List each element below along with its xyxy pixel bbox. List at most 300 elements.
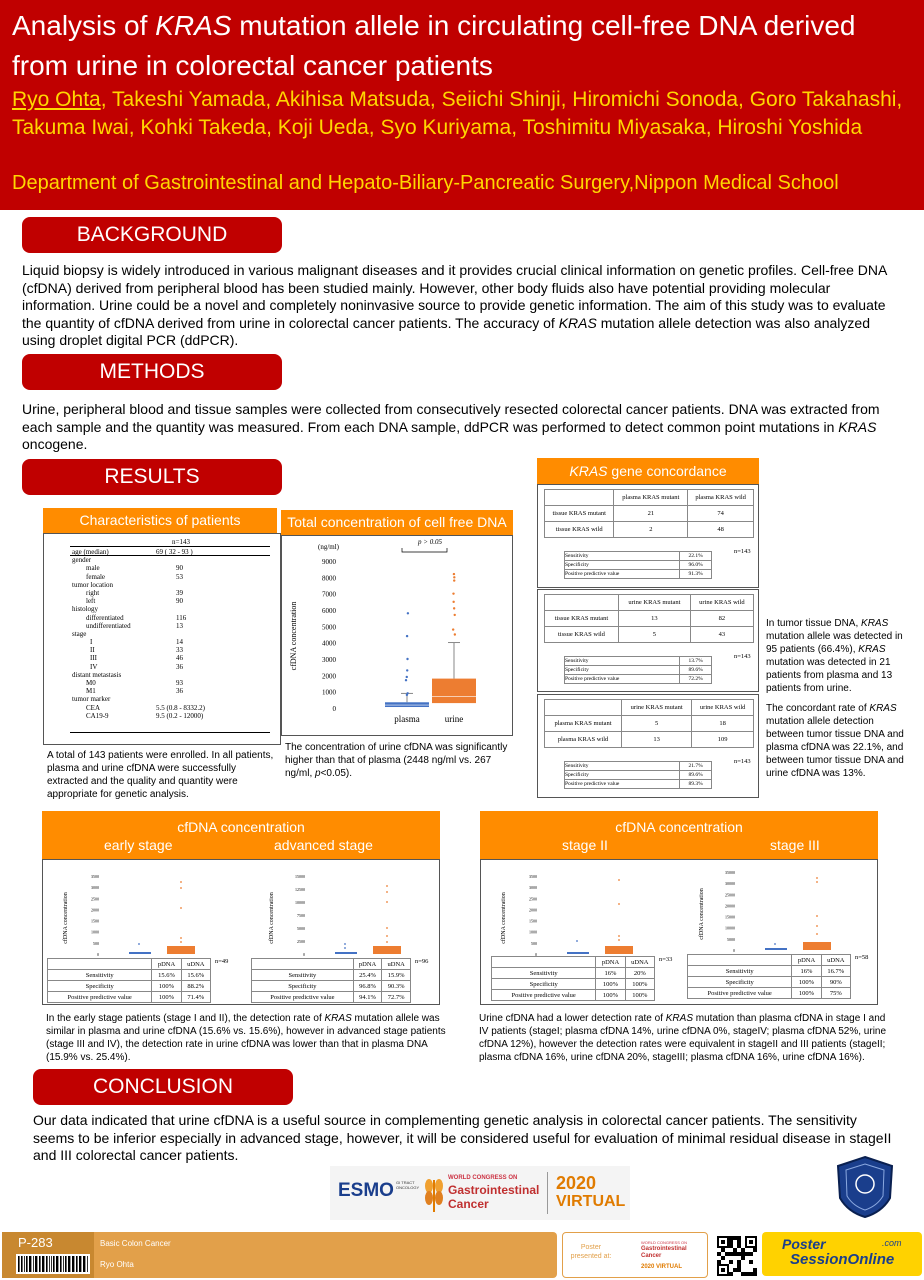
footer bbox=[0, 1232, 924, 1280]
unit-label: (ng/ml) bbox=[318, 543, 339, 551]
stage-ii-table bbox=[491, 956, 673, 1001]
esmo-tagline: GI TRACT ONCOLOGY bbox=[396, 1180, 420, 1190]
kras-stat-value: 72.2% bbox=[680, 675, 712, 684]
characteristics-row bbox=[72, 712, 270, 720]
early-stage-table bbox=[47, 958, 229, 1003]
stage-col-header: uDNA bbox=[382, 959, 411, 970]
stage-right-caption: Urine cfDNA had a lower detection rate of KRAS mutation than plasma cfDNA in stage I and IV patients (stageI; plasma cfDNA 14%, urine cfDNA 0%, stageIV; plasma cfDNA 52%, urine cfDNA 12%), however the detection rates were equivalent in stageII and III patients (stageII; plasma cfDNA 16%, urine cfDNA 20%, stageIII; plasma cfDNA 16%, urine cfDNA 16%). bbox=[479, 1013, 887, 1063]
characteristics-label: female bbox=[86, 572, 106, 581]
y-tick-label: 2000 bbox=[322, 672, 336, 681]
stage-cell: 100% bbox=[625, 979, 654, 990]
kras-table-plasma-urine bbox=[537, 694, 759, 798]
stage-cell: Positive predictive value bbox=[252, 992, 354, 1003]
characteristics-row bbox=[72, 564, 270, 572]
kras-cell: tissue KRAS wild bbox=[545, 627, 619, 643]
y-tick-label: 7000 bbox=[322, 590, 336, 599]
outlier-point bbox=[452, 628, 454, 630]
characteristics-value: 36 bbox=[176, 687, 183, 696]
characteristics-label: left bbox=[86, 597, 96, 606]
kras-col-header: urine KRAS wild bbox=[692, 700, 754, 716]
stage-cell: 25.4% bbox=[353, 970, 382, 981]
stage-cell: 75% bbox=[821, 988, 850, 999]
characteristics-table bbox=[43, 533, 281, 745]
mini-tick: 0 bbox=[97, 952, 99, 957]
stage-right-panel bbox=[480, 859, 878, 1005]
kras-stat-label: Specificity bbox=[565, 666, 680, 675]
characteristics-row bbox=[72, 671, 270, 679]
footer-category: Basic Colon Cancer bbox=[100, 1239, 171, 1248]
characteristics-value: 13 bbox=[176, 621, 183, 630]
kras-cell: 18 bbox=[692, 716, 754, 732]
mini-tick: 3500 bbox=[91, 874, 99, 879]
mini-y-label: cfDNA concentration bbox=[501, 892, 507, 944]
kras-side-text-1: In tumor tissue DNA, KRAS mutation allele was detected in 95 patients (66.4%), KRAS mutation was detected in 21 patients from plasma and 13 patients from urine. bbox=[766, 618, 903, 694]
characteristics-value: 90 bbox=[176, 597, 183, 606]
characteristics-label: II bbox=[90, 646, 95, 655]
mini-point bbox=[386, 901, 388, 903]
characteristics-label: tumor marker bbox=[72, 695, 111, 704]
characteristics-title: Characteristics of patients bbox=[43, 508, 277, 533]
outlier-point bbox=[454, 614, 456, 616]
stage-cell: 71.4% bbox=[181, 992, 210, 1003]
characteristics-label: tumor location bbox=[72, 580, 114, 589]
stage-n: n=58 bbox=[855, 954, 869, 961]
stage-ii-label: stage II bbox=[562, 837, 608, 853]
wc-label: WORLD CONGRESS ON bbox=[448, 1175, 518, 1181]
characteristics-row bbox=[72, 679, 270, 687]
outlier-point bbox=[406, 658, 408, 660]
y-axis-label: cfDNA concentration bbox=[289, 601, 298, 671]
gi-label: Gastrointestinal bbox=[448, 1183, 540, 1197]
methods-text: Urine, peripheral blood and tissue samples were collected from consecutively resected colorectal cancer patients. DNA was extracted from each sample and the quantity was measured. From each DNA sample, ddPCR was performed to detect common point mutations in KRAS oncogene. bbox=[22, 401, 880, 452]
first-author-link[interactable]: Ryo Ohta bbox=[12, 88, 101, 111]
stage-left-title: cfDNA concentration bbox=[177, 819, 305, 835]
mini-point bbox=[816, 881, 818, 883]
stage-cell: 90% bbox=[821, 977, 850, 988]
mini-year-label: 2020 VIRTUAL bbox=[641, 1264, 683, 1270]
kras-stat-label: Sensitivity bbox=[565, 552, 680, 561]
stage-n: n=49 bbox=[215, 958, 229, 965]
kras-table-tissue-plasma bbox=[537, 484, 759, 588]
characteristics-rows bbox=[72, 548, 270, 720]
mini-point bbox=[774, 943, 776, 945]
mini-tick: 1000 bbox=[91, 929, 99, 935]
stage-n: n=96 bbox=[415, 958, 429, 965]
characteristics-value: 90 bbox=[176, 564, 183, 573]
characteristics-value: 69 ( 32 - 93 ) bbox=[156, 548, 193, 556]
poster-code: P-283 bbox=[18, 1235, 53, 1250]
kras-col-header bbox=[545, 595, 619, 611]
characteristics-value: 36 bbox=[176, 662, 183, 671]
pso-word2: SessionOnline bbox=[790, 1251, 895, 1268]
mini-tick: 2500 bbox=[297, 939, 305, 944]
stage-cell: 72.7% bbox=[382, 992, 411, 1003]
author-list: Ryo Ohta, Takeshi Yamada, Akihisa Matsuda, Seiichi Shinji, Hiromichi Sonoda, Goro Takahashi, Takuma Iwai, Kohki Takeda, Koji Ueda, Syo Kuriyama, Toshimitu Miyasaka, Hiroshi Yoshida bbox=[12, 88, 903, 139]
stage-iii-table bbox=[687, 954, 869, 999]
stage-cell: Sensitivity bbox=[252, 970, 354, 981]
mini-tick: 0 bbox=[303, 952, 305, 957]
pso-word3: .com bbox=[882, 1238, 902, 1248]
stage-cell: 15.6% bbox=[152, 970, 181, 981]
kras-stat-value: 96.0% bbox=[680, 561, 712, 570]
outlier-point bbox=[406, 669, 408, 671]
outlier-point bbox=[406, 694, 408, 696]
stage-cell: 16.7% bbox=[821, 966, 850, 977]
stage-cell: Specificity bbox=[688, 977, 792, 988]
characteristics-row bbox=[72, 589, 270, 597]
mini-tick: 3000 bbox=[91, 885, 99, 891]
characteristics-label: age (median) bbox=[72, 548, 109, 556]
y-tick-label: 8000 bbox=[322, 574, 336, 583]
stage-cell: Specificity bbox=[48, 981, 152, 992]
characteristics-row bbox=[72, 630, 270, 638]
mini-tick: 3500 bbox=[529, 874, 537, 879]
kras-n: n=143 bbox=[734, 548, 751, 555]
conclusion-text: Our data indicated that urine cfDNA is a useful source in complementing genetic analysis in colorectal cancer patients. The sensitivity seems to be inferior especially in advanced stage, however, it will be considered useful for evaluation of minimal residual disease in stageII and III colorectal cancer patients. bbox=[33, 1112, 892, 1163]
characteristics-label: histology bbox=[72, 605, 99, 614]
mini-tick: 2000 bbox=[529, 907, 537, 913]
stage-ii-chart bbox=[497, 868, 677, 960]
stage-cell: 100% bbox=[596, 979, 625, 990]
stage-left-title-box bbox=[42, 811, 440, 859]
mini-tick: 10000 bbox=[295, 900, 305, 905]
kras-cell: 13 bbox=[622, 732, 692, 748]
mini-point bbox=[138, 943, 140, 945]
advanced-stage-label: advanced stage bbox=[274, 837, 373, 853]
stage-cell: 16% bbox=[792, 966, 821, 977]
characteristics-label: distant metastasis bbox=[72, 670, 122, 679]
characteristics-row bbox=[72, 597, 270, 605]
stage-cell: Sensitivity bbox=[492, 968, 596, 979]
y-tick-label: 3000 bbox=[322, 656, 336, 664]
y-tick-label: 5000 bbox=[322, 623, 336, 632]
stage-cell: 16% bbox=[596, 968, 625, 979]
x-category-label: urine bbox=[444, 714, 464, 724]
mini-point bbox=[180, 941, 182, 943]
section-results-heading: RESULTS bbox=[22, 459, 282, 495]
characteristics-row bbox=[72, 646, 270, 654]
characteristics-row bbox=[72, 548, 270, 556]
stage-cell: Specificity bbox=[252, 981, 354, 992]
stage-col-header: pDNA bbox=[353, 959, 382, 970]
kras-cell: plasma KRAS wild bbox=[545, 732, 622, 748]
stage-right-title-box bbox=[480, 811, 878, 859]
characteristics-row bbox=[72, 704, 270, 712]
mini-point bbox=[576, 940, 578, 942]
outlier-point bbox=[453, 579, 455, 581]
mini-point bbox=[816, 933, 818, 935]
stage-cell: Positive predictive value bbox=[688, 988, 792, 999]
characteristics-row bbox=[72, 581, 270, 589]
kras-stat-label: Specificity bbox=[565, 561, 680, 570]
mini-point bbox=[386, 927, 388, 929]
mini-tick: 3000 bbox=[529, 885, 537, 891]
mini-box-plasma bbox=[567, 952, 589, 954]
characteristics-value: 14 bbox=[176, 638, 183, 647]
section-background-heading: BACKGROUND bbox=[22, 217, 282, 253]
kras-cell: 13 bbox=[618, 611, 690, 627]
stage-cell: Sensitivity bbox=[48, 970, 152, 981]
kras-cell: 2 bbox=[614, 522, 688, 538]
section-conclusion-heading: CONCLUSION bbox=[33, 1069, 293, 1105]
early-stage-label: early stage bbox=[104, 837, 173, 853]
mini-box-urine bbox=[803, 942, 831, 950]
early-stage-chart bbox=[59, 868, 239, 964]
outlier-point bbox=[407, 612, 409, 614]
mini-point bbox=[180, 887, 182, 889]
characteristics-value: 46 bbox=[176, 654, 183, 663]
kras-stat-value: 89.6% bbox=[680, 666, 712, 675]
outlier-point bbox=[405, 679, 407, 681]
mini-tick: 1000 bbox=[529, 929, 537, 935]
advanced-stage-chart bbox=[265, 868, 435, 964]
kras-cell: tissue KRAS mutant bbox=[545, 611, 619, 627]
stage-iii-chart bbox=[695, 864, 873, 956]
background-text: Liquid biopsy is widely introduced in various malignant diseases and it provides crucial clinical information on genetic profiles. Cell-free DNA (cfDNA) derived from peripheral blood has been studied mainly. However, other body fluids also have potential providing molecular information. Urine could be a novel and completely noninvasive source to provide genetic information. The aim of this study was to evaluate the quantity of cfDNA derived from urine in colorectal cancer patients. The accuracy of KRAS mutation allele detection was also analyzed using droplet digital PCR (ddPCR). bbox=[22, 262, 887, 348]
poster-session-online-logo[interactable] bbox=[762, 1232, 922, 1276]
stage-cell: 100% bbox=[152, 992, 181, 1003]
characteristics-n: n=143 bbox=[172, 538, 190, 546]
kras-stat-label: Positive predictive value bbox=[565, 675, 680, 684]
x-category-label: plasma bbox=[394, 714, 420, 724]
kras-stat-value: 91.3% bbox=[680, 570, 712, 579]
outlier-point bbox=[406, 635, 408, 637]
characteristics-label: right bbox=[86, 588, 100, 597]
characteristics-row bbox=[72, 622, 270, 630]
characteristics-value: 53 bbox=[176, 572, 183, 581]
characteristics-value: 9.5 (0.2 - 12000) bbox=[156, 711, 204, 720]
stage-left-caption: In the early stage patients (stage I and II), the detection rate of KRAS mutation allele was similar in plasma and urine cfDNA (15.6% vs. 15.6%), however in advanced stage patients (stage III and IV), the detection rate in urine cfDNA was lower than that in plasma DNA (15.9% vs. 25.4%). bbox=[46, 1013, 446, 1063]
stage-col-header: uDNA bbox=[625, 957, 654, 968]
kras-cell: 109 bbox=[692, 732, 754, 748]
characteristics-value: 93 bbox=[176, 679, 183, 687]
kras-col-header: plasma KRAS wild bbox=[688, 490, 754, 506]
characteristics-label: gender bbox=[72, 556, 92, 565]
mini-point bbox=[618, 939, 620, 941]
mini-tick: 35000 bbox=[725, 870, 735, 875]
kras-stat-value: 22.1% bbox=[680, 552, 712, 561]
outlier-point bbox=[453, 573, 455, 575]
kras-cell: tissue KRAS mutant bbox=[545, 506, 614, 522]
characteristics-label: I bbox=[90, 638, 93, 647]
total-concentration-caption: The concentration of urine cfDNA was significantly higher than that of plasma (2448 ng/ml vs. 267 ng/ml, p<0.05). bbox=[285, 742, 508, 779]
cancer-label: Cancer bbox=[448, 1197, 489, 1211]
outlier-point bbox=[452, 601, 454, 603]
characteristics-row bbox=[72, 614, 270, 622]
kras-stat-label: Positive predictive value bbox=[565, 780, 680, 789]
stage-cell: 100% bbox=[625, 990, 654, 1001]
stage-col-header: pDNA bbox=[152, 959, 181, 970]
stage-cell: Positive predictive value bbox=[48, 992, 152, 1003]
mini-y-label: cfDNA concentration bbox=[699, 888, 705, 940]
characteristics-label: CA19-9 bbox=[86, 711, 109, 720]
characteristics-value: 5.5 (0.8 - 8332.2) bbox=[156, 703, 205, 712]
mini-point bbox=[816, 925, 818, 927]
mini-tick: 15000 bbox=[295, 874, 305, 879]
mini-tick: 2500 bbox=[91, 896, 99, 902]
outlier-point bbox=[454, 633, 456, 635]
stage-cell: 100% bbox=[596, 990, 625, 1001]
characteristics-value: 39 bbox=[176, 588, 183, 597]
kras-col-header: urine KRAS mutant bbox=[622, 700, 692, 716]
stage-n: n=33 bbox=[659, 956, 673, 963]
advanced-stage-table bbox=[251, 958, 429, 1003]
mini-tick: 5000 bbox=[727, 936, 735, 942]
kras-stat-value: 89.6% bbox=[680, 771, 712, 780]
mini-tick: 30000 bbox=[725, 881, 735, 887]
total-concentration-chart-panel bbox=[281, 535, 513, 736]
mini-point bbox=[180, 907, 182, 909]
characteristics-label: male bbox=[86, 564, 100, 573]
virtual-label: VIRTUAL bbox=[556, 1193, 626, 1210]
characteristics-row bbox=[72, 663, 270, 671]
mini-box-plasma bbox=[335, 952, 357, 954]
kras-table-tissue-urine bbox=[537, 589, 759, 692]
mini-tick: 0 bbox=[733, 948, 735, 953]
kras-side-text-2: The concordant rate of KRAS mutation allele detection between tumor tissue DNA and plasma cfDNA was 22.1%, and between tumor tissue DNA and urine cfDNA was 13%. bbox=[766, 703, 904, 779]
box-plot-chart bbox=[282, 536, 512, 735]
p-value-label: p > 0.05 bbox=[418, 538, 442, 546]
mini-point bbox=[618, 903, 620, 905]
stage-iii-label: stage III bbox=[770, 837, 820, 853]
pso-word1: Poster bbox=[782, 1236, 826, 1252]
kras-cell: 74 bbox=[688, 506, 754, 522]
mini-box-urine bbox=[605, 946, 633, 954]
total-concentration-title: Total concentration of cell free DNA bbox=[281, 510, 513, 535]
characteristics-row bbox=[72, 638, 270, 646]
stage-col-header bbox=[688, 955, 792, 966]
characteristics-label: III bbox=[90, 654, 97, 663]
stage-cell: 96.8% bbox=[353, 981, 382, 992]
stage-cell: 94.1% bbox=[353, 992, 382, 1003]
kras-concordance-title: KRAS gene concordance bbox=[537, 458, 759, 484]
kras-stat-value: 21.7% bbox=[680, 762, 712, 771]
mini-tick: 2500 bbox=[529, 896, 537, 902]
kras-cell: tissue KRAS wild bbox=[545, 522, 614, 538]
kras-col-header: urine KRAS mutant bbox=[618, 595, 690, 611]
mini-box-plasma bbox=[129, 952, 151, 954]
mini-tick: 0 bbox=[535, 952, 537, 957]
kras-col-header: urine KRAS wild bbox=[690, 595, 753, 611]
mini-y-label: cfDNA concentration bbox=[63, 892, 69, 944]
kras-cell: 82 bbox=[690, 611, 753, 627]
characteristics-row bbox=[72, 556, 270, 564]
stage-cell: 90.3% bbox=[382, 981, 411, 992]
stage-col-header bbox=[492, 957, 596, 968]
mini-tick: 1500 bbox=[91, 918, 99, 924]
characteristics-row bbox=[72, 687, 270, 695]
kras-stat-label: Positive predictive value bbox=[565, 570, 680, 579]
presented-label: Poster presented at: bbox=[570, 1244, 612, 1260]
mini-box-plasma bbox=[765, 948, 787, 950]
stage-cell: 88.2% bbox=[181, 981, 210, 992]
outlier-point bbox=[452, 592, 454, 594]
characteristics-label: differentiated bbox=[86, 613, 124, 622]
stage-col-header: pDNA bbox=[596, 957, 625, 968]
mini-point bbox=[386, 941, 388, 943]
mini-point bbox=[816, 915, 818, 917]
characteristics-label: stage bbox=[72, 629, 87, 638]
y-tick-label: 1000 bbox=[322, 688, 336, 697]
stage-cell: 100% bbox=[152, 981, 181, 992]
kras-cell: 43 bbox=[690, 627, 753, 643]
kras-cell: 48 bbox=[688, 522, 754, 538]
stage-col-header: uDNA bbox=[821, 955, 850, 966]
mini-gi-label: Gastrointestinal Cancer bbox=[641, 1246, 687, 1259]
mini-tick: 1500 bbox=[529, 918, 537, 924]
characteristics-label: M0 bbox=[86, 679, 96, 687]
stage-col-header bbox=[48, 959, 152, 970]
outlier-point bbox=[453, 576, 455, 578]
kras-n: n=143 bbox=[734, 653, 751, 660]
characteristics-caption: A total of 143 patients were enrolled. In all patients, plasma and urine cfDNA were successfully extracted and the quality and quantity were appropriate for genetic analysis. bbox=[47, 750, 274, 800]
mini-box-urine bbox=[373, 946, 401, 954]
kras-cell: plasma KRAS mutant bbox=[545, 716, 622, 732]
mini-wc-label: WORLD CONGRESS ON bbox=[641, 1240, 688, 1245]
mini-y-label: cfDNA concentration bbox=[269, 892, 275, 944]
mini-tick: 2000 bbox=[91, 907, 99, 913]
kras-stat-label: Sensitivity bbox=[565, 657, 680, 666]
mini-box-urine bbox=[167, 946, 195, 954]
stage-cell: Sensitivity bbox=[688, 966, 792, 977]
congress-logo bbox=[330, 1166, 630, 1220]
characteristics-row bbox=[72, 654, 270, 662]
mini-point bbox=[180, 881, 182, 883]
characteristics-value: 116 bbox=[176, 613, 187, 622]
kras-stat-label: Specificity bbox=[565, 771, 680, 780]
mini-point bbox=[618, 879, 620, 881]
footer-author: Ryo Ohta bbox=[100, 1260, 134, 1269]
y-tick-label: 6000 bbox=[322, 607, 336, 615]
characteristics-label: undifferentiated bbox=[86, 621, 131, 630]
mini-tick: 15000 bbox=[725, 914, 735, 920]
characteristics-value: 33 bbox=[176, 646, 183, 655]
mini-point bbox=[386, 935, 388, 937]
mini-tick: 500 bbox=[93, 940, 99, 946]
poster-title: Analysis of KRAS mutation allele in circulating cell-free DNA derived from urine in colorectal cancer patients bbox=[12, 10, 856, 81]
wheat-icon bbox=[422, 1172, 446, 1214]
mini-point bbox=[386, 885, 388, 887]
mini-point bbox=[816, 877, 818, 879]
stage-col-header: pDNA bbox=[792, 955, 821, 966]
section-methods-heading: METHODS bbox=[22, 354, 282, 390]
kras-stat-label: Sensitivity bbox=[565, 762, 680, 771]
characteristics-label: M1 bbox=[86, 687, 96, 696]
mini-point bbox=[344, 943, 346, 945]
y-tick-label: 4000 bbox=[322, 639, 336, 648]
stage-cell: Specificity bbox=[492, 979, 596, 990]
kras-col-header: plasma KRAS mutant bbox=[614, 490, 688, 506]
stage-cell: 20% bbox=[625, 968, 654, 979]
stage-cell: 15.9% bbox=[382, 970, 411, 981]
stage-cell: 15.6% bbox=[181, 970, 210, 981]
box-plasma bbox=[385, 702, 429, 707]
mini-point bbox=[344, 947, 346, 949]
characteristics-label: CEA bbox=[86, 703, 100, 712]
characteristics-label: IV bbox=[90, 662, 98, 671]
presented-at-badge bbox=[562, 1232, 708, 1278]
mini-point bbox=[386, 891, 388, 893]
qr-code-icon[interactable] bbox=[717, 1236, 757, 1276]
mini-tick: 10000 bbox=[725, 925, 735, 931]
mini-tick: 500 bbox=[531, 940, 537, 946]
stage-cell: 100% bbox=[792, 988, 821, 999]
mini-point bbox=[180, 937, 182, 939]
barcode-icon bbox=[16, 1254, 90, 1274]
outlier-point bbox=[453, 607, 455, 609]
box-urine bbox=[432, 679, 476, 704]
stage-cell: 100% bbox=[792, 977, 821, 988]
